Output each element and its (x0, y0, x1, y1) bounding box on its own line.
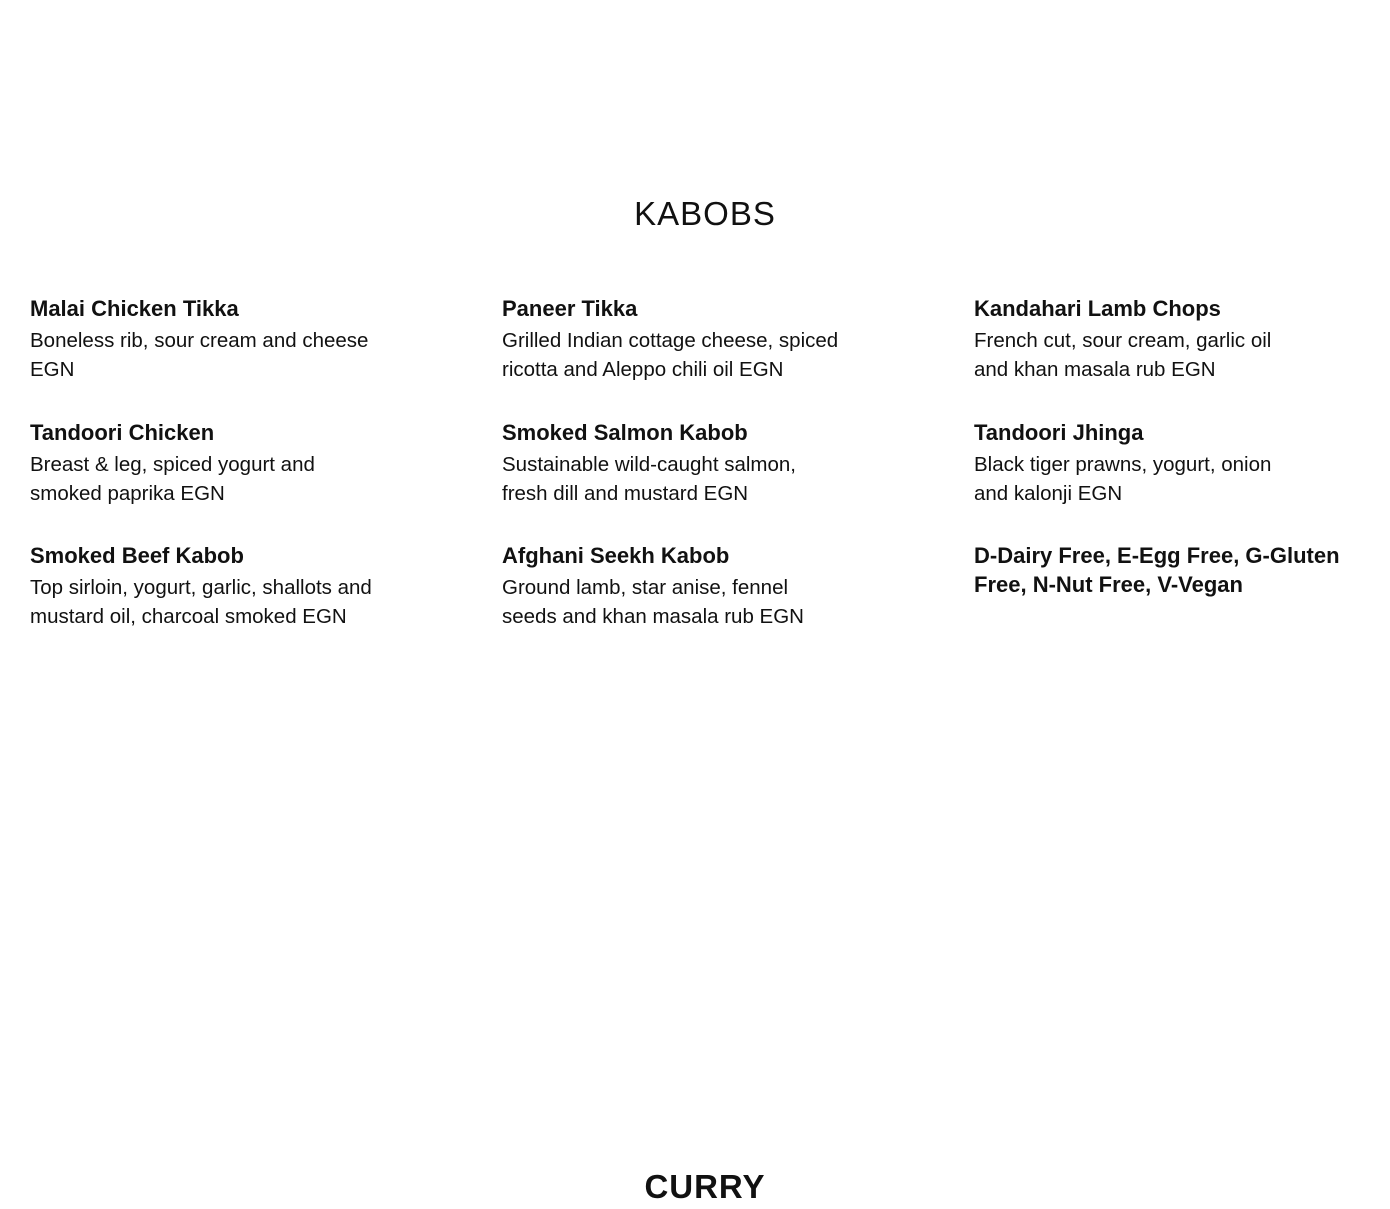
section-title-kabobs: KABOBS (634, 195, 776, 232)
menu-column-3 (974, 294, 1374, 599)
section-title-curry: CURRY (644, 1168, 766, 1205)
menu-item (502, 541, 882, 631)
menu-item-name: Malai Chicken Tikka (30, 296, 239, 321)
menu-item-name: Paneer Tikka (502, 296, 638, 321)
menu-item-name: Afghani Seekh Kabob (502, 543, 730, 568)
menu-item-description: French cut, sour cream, garlic oil and khan masala rub EGN (974, 329, 1272, 381)
menu-item-name: Smoked Beef Kabob (30, 543, 244, 568)
menu-item (974, 418, 1374, 508)
menu-item-description: Boneless rib, sour cream and cheese EGN (30, 329, 369, 381)
menu-item-description: Breast & leg, spiced yogurt and smoked paprika EGN (30, 453, 315, 505)
menu-item-description: Grilled Indian cottage cheese, spiced ricotta and Aleppo chili oil EGN (502, 329, 839, 381)
menu-item-name: Tandoori Chicken (30, 420, 215, 445)
menu-item (502, 294, 882, 384)
menu-item-description: Black tiger prawns, yogurt, onion and kalonji EGN (974, 453, 1272, 505)
menu-item-name: Kandahari Lamb Chops (974, 296, 1221, 321)
menu-column-1 (30, 294, 410, 631)
menu-item-description: Top sirloin, yogurt, garlic, shallots and mustard oil, charcoal smoked EGN (30, 576, 372, 628)
menu-item-name: Tandoori Jhinga (974, 420, 1144, 445)
menu-item (30, 294, 410, 384)
menu-item (30, 418, 410, 508)
menu-item (502, 418, 882, 508)
menu-item-description: Ground lamb, star anise, fennel seeds and khan masala rub EGN (502, 576, 804, 628)
dietary-legend: D-Dairy Free, E-Egg Free, G-Gluten Free, N-Nut Free, V-Vegan (974, 543, 1340, 597)
menu-column-2 (502, 294, 882, 631)
menu-item (974, 294, 1374, 384)
menu-item-name: Smoked Salmon Kabob (502, 420, 748, 445)
menu-item (30, 541, 410, 631)
menu-item-description: Sustainable wild-caught salmon, fresh dill and mustard EGN (502, 453, 796, 505)
